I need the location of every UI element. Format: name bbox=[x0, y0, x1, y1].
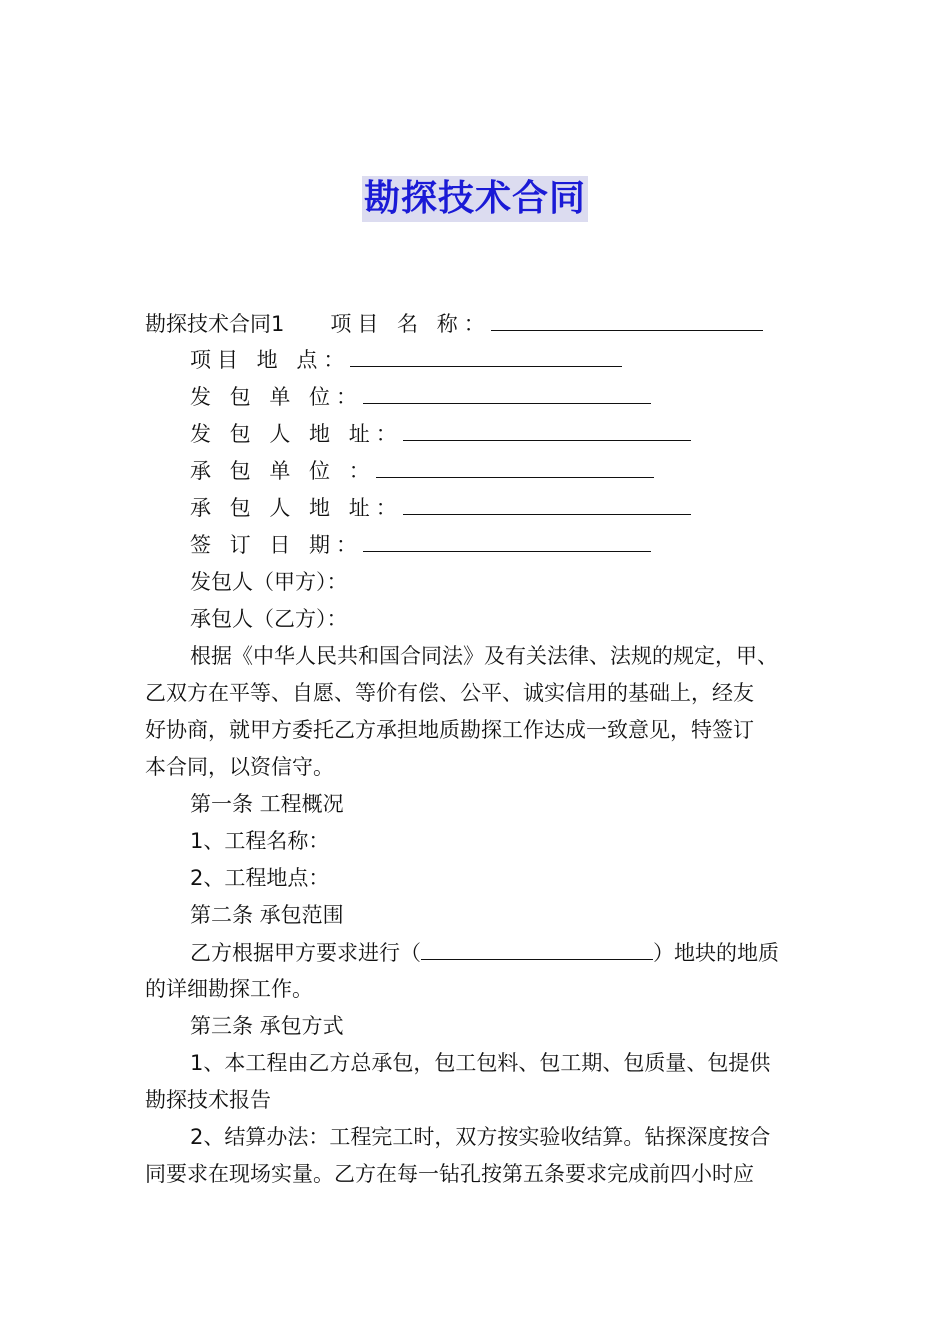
employer-address-label: 发 包 人 地 址： bbox=[190, 422, 403, 446]
contractor-unit-label: 承 包 单 位 ： bbox=[190, 459, 376, 483]
article-2-line-1-pre: 乙方根据甲方要求进行（ bbox=[190, 941, 421, 965]
document-title: 勘探技术合同 bbox=[362, 176, 588, 222]
sign-date-label: 签 订 日 期： bbox=[190, 533, 364, 557]
project-location-label: 项目 地 点： bbox=[190, 348, 351, 372]
party-a-line: 发包人（甲方）： bbox=[190, 570, 348, 594]
article-2-line-1-post: ）地块的地质 bbox=[653, 941, 779, 965]
party-b-line: 承包人（乙方）： bbox=[190, 607, 348, 631]
contractor-address-blank bbox=[403, 492, 691, 515]
contractor-address-label: 承 包 人 地 址： bbox=[190, 496, 403, 520]
header-line bbox=[145, 308, 815, 339]
article-3-heading: 第三条 承包方式 bbox=[190, 1014, 344, 1038]
employer-unit-line bbox=[190, 381, 860, 412]
document-title-wrap bbox=[0, 176, 950, 222]
head-label: 勘探技术合同1 bbox=[145, 312, 285, 336]
project-location-blank bbox=[350, 344, 622, 367]
employer-address-line bbox=[190, 418, 860, 449]
article-3-p2-line-2: 同要求在现场实量。乙方在每一钻孔按第五条要求完成前四小时应 bbox=[145, 1162, 754, 1186]
sign-date-blank bbox=[363, 529, 651, 552]
article-2-blank bbox=[421, 937, 653, 960]
intro-line-1: 根据《中华人民共和国合同法》及有关法律、法规的规定，甲、 bbox=[190, 644, 778, 668]
project-name-label: 项目 名 称： bbox=[330, 312, 491, 336]
contractor-unit-line bbox=[190, 455, 860, 486]
intro-line-4: 本合同，以资信守。 bbox=[145, 755, 334, 779]
article-3-p1-line-2: 勘探技术报告 bbox=[145, 1088, 271, 1112]
article-3-p2-line-1: 2、结算办法：工程完工时，双方按实验收结算。钻探深度按合 bbox=[190, 1125, 771, 1149]
article-2-line-1 bbox=[190, 937, 860, 968]
employer-address-blank bbox=[403, 418, 691, 441]
intro-line-2: 乙双方在平等、自愿、等价有偿、公平、诚实信用的基础上，经友 bbox=[145, 681, 754, 705]
sign-date-line bbox=[190, 529, 860, 560]
contractor-address-line bbox=[190, 492, 860, 523]
article-1-item-2: 2、工程地点： bbox=[190, 866, 330, 890]
employer-unit-label: 发 包 单 位： bbox=[190, 385, 364, 409]
project-location-line bbox=[190, 344, 860, 375]
contractor-unit-blank bbox=[376, 455, 654, 478]
article-3-p1-line-1: 1、本工程由乙方总承包，包工包料、包工期、包质量、包提供 bbox=[190, 1051, 771, 1075]
employer-unit-blank bbox=[363, 381, 651, 404]
project-name-blank bbox=[491, 308, 763, 331]
article-1-heading: 第一条 工程概况 bbox=[190, 792, 344, 816]
article-1-item-1: 1、工程名称： bbox=[190, 829, 330, 853]
intro-line-3: 好协商，就甲方委托乙方承担地质勘探工作达成一致意见，特签订 bbox=[145, 718, 754, 742]
article-2-heading: 第二条 承包范围 bbox=[190, 903, 344, 927]
article-2-line-2: 的详细勘探工作。 bbox=[145, 977, 313, 1001]
